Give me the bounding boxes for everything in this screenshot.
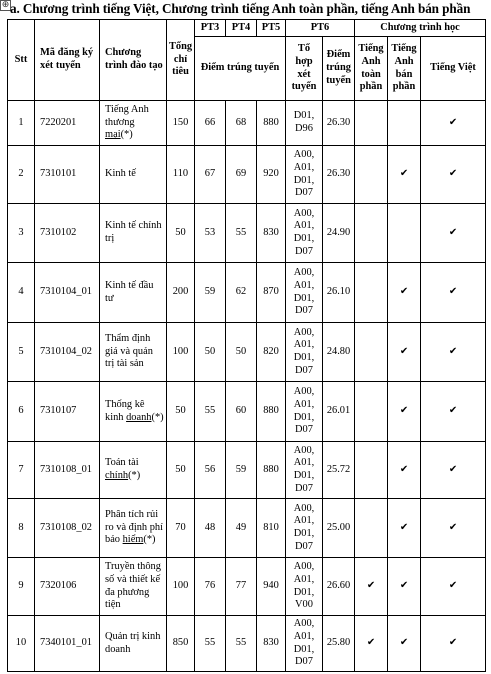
cell-pt5: 830 [257,204,286,263]
cell-tieng-anh-toan-phan [355,499,388,558]
cell-pt4: 60 [226,382,257,442]
cell-chi-tieu: 150 [167,101,195,146]
table-row [8,323,486,382]
cell-ten [100,323,167,382]
cell-ten [100,101,167,146]
program-name: Truyền thông số và thiết kế đa phương tiện [105,561,161,611]
cell-chi-tieu: 110 [167,146,195,204]
cell-diem: 26.30 [323,146,355,204]
cell-tieng-anh-toan-phan [355,146,388,204]
cell-tieng-anh-toan-phan [355,263,388,323]
cell-pt5: 810 [257,499,286,558]
cell-tieng-viet [421,146,486,204]
cell-ma: 7220201 [35,101,100,146]
cell-to-hop: A00, A01, D01, D07 [286,382,323,442]
cell-pt3: 67 [195,146,226,204]
header-tieng-anh-toan-phan: Tiếng Anh toàn phần [355,37,388,101]
cell-pt4: 68 [226,101,257,146]
check-mark-icon: ✔ [399,286,409,298]
program-name: Kinh tế [105,168,136,180]
program-name-note: (*) [128,470,141,481]
cell-diem: 24.80 [323,323,355,382]
table-move-handle-icon[interactable]: ⊕ [1,0,10,10]
cell-ma: 7310102 [35,204,100,263]
cell-to-hop: A00, A01, D01, D07 [286,616,323,672]
cell-stt: 10 [8,616,35,672]
cell-tieng-anh-toan-phan [355,101,388,146]
cell-pt5: 820 [257,323,286,382]
cell-stt: 8 [8,499,35,558]
header-chuong-trinh-hoc: Chương trình học [355,20,486,37]
cell-stt: 7 [8,442,35,499]
cell-pt3: 55 [195,382,226,442]
check-mark-icon: ✔ [399,580,409,592]
check-mark-icon: ✔ [399,521,409,533]
cell-ten [100,558,167,616]
cell-pt3: 59 [195,263,226,323]
table-row [8,616,486,672]
header-diem-pt6: Điểm trúng tuyển [323,37,355,101]
cell-chi-tieu: 50 [167,382,195,442]
cell-pt4: 62 [226,263,257,323]
program-name-underlined: chính [105,470,129,481]
program-name-note: (*) [143,534,156,546]
check-mark-icon: ✔ [448,345,458,357]
program-name-underlined: doanh [126,411,152,423]
cell-pt5: 880 [257,442,286,499]
check-mark-icon: ✔ [448,637,458,649]
header-pt4: PT4 [226,20,257,37]
cell-stt: 6 [8,382,35,442]
check-mark-icon: ✔ [399,463,409,475]
header-tieng-viet: Tiếng Việt [421,37,486,101]
cell-tieng-anh-ban-phan [388,499,421,558]
cell-tieng-viet [421,616,486,672]
cell-pt4: 55 [226,616,257,672]
cell-pt4: 59 [226,442,257,499]
header-ma-dang-ky: Mã đăng ký xét tuyển [35,20,100,101]
check-mark-icon: ✔ [399,345,409,357]
cell-tieng-anh-ban-phan [388,616,421,672]
cell-pt3: 53 [195,204,226,263]
cell-tieng-anh-ban-phan [388,204,421,263]
check-mark-icon: ✔ [399,637,409,649]
header-pt5: PT5 [257,20,286,37]
program-name: Thẩm định giá và quản trị tài sản [105,332,153,370]
cell-to-hop: A00, A01, D01, D07 [286,263,323,323]
cell-tieng-viet [421,323,486,382]
cell-stt: 2 [8,146,35,204]
cell-pt5: 880 [257,101,286,146]
cell-tieng-anh-ban-phan [388,382,421,442]
cell-ma: 7310107 [35,382,100,442]
cell-tieng-anh-toan-phan [355,323,388,382]
program-name: Kinh tế đầu tư [105,279,154,304]
cell-pt5: 920 [257,146,286,204]
cell-pt5: 870 [257,263,286,323]
cell-chi-tieu: 850 [167,616,195,672]
cell-ten [100,616,167,672]
header-chuong-trinh-dao-tao: Chương trình đào tạo [100,20,167,101]
program-name: Tiếng Anh thương [105,103,149,128]
check-mark-icon: ✔ [448,116,458,128]
program-name: Toán tài [105,457,139,469]
cell-pt3: 66 [195,101,226,146]
cell-chi-tieu: 200 [167,263,195,323]
cell-to-hop: A00, A01, D01, D07 [286,442,323,499]
cell-diem: 26.10 [323,263,355,323]
header-tieng-anh-ban-phan: Tiếng Anh bán phần [388,37,421,101]
program-name: Kinh tế chính trị [105,220,162,244]
header-diem-trung-tuyen: Điểm trúng tuyển [195,37,286,101]
header-to-hop: Tổ hợp xét tuyển [286,37,323,101]
cell-chi-tieu: 100 [167,558,195,616]
check-mark-icon: ✔ [399,405,409,417]
admission-table [7,19,486,672]
cell-tieng-viet [421,263,486,323]
program-name: Quản trị kinh doanh [105,630,161,655]
cell-tieng-anh-ban-phan [388,442,421,499]
cell-diem: 26.60 [323,558,355,616]
program-name: Phân tích rủi ro và định phí bảo [105,508,164,546]
cell-to-hop: A00, A01, D01, D07 [286,323,323,382]
cell-pt3: 55 [195,616,226,672]
header-tong-chi-tieu: Tổng chỉ tiêu [167,20,195,101]
cell-ten [100,382,167,442]
check-mark-icon: ✔ [448,463,458,475]
table-row [8,382,486,442]
cell-diem: 26.30 [323,101,355,146]
cell-diem: 25.80 [323,616,355,672]
check-mark-icon: ✔ [366,580,376,592]
check-mark-icon: ✔ [366,637,376,649]
cell-tieng-viet [421,499,486,558]
table-row [8,499,486,558]
cell-tieng-viet [421,382,486,442]
table-row [8,442,486,499]
cell-tieng-anh-toan-phan [355,558,388,616]
cell-diem: 25.00 [323,499,355,558]
cell-tieng-viet [421,558,486,616]
check-mark-icon: ✔ [448,286,458,298]
cell-ten [100,442,167,499]
cell-tieng-anh-ban-phan [388,323,421,382]
cell-to-hop: A00, A01, D01, D07 [286,499,323,558]
cell-tieng-anh-ban-phan [388,146,421,204]
table-row [8,204,486,263]
table-row [8,146,486,204]
program-name-note: (*) [120,129,133,141]
cell-ma: 7310101 [35,146,100,204]
cell-to-hop: A00, A01, D01, D07 [286,146,323,204]
program-name: Thống kê kinh [105,398,145,423]
header-pt6: PT6 [286,20,355,37]
cell-ten [100,499,167,558]
cell-ten [100,146,167,204]
cell-chi-tieu: 50 [167,442,195,499]
cell-stt: 1 [8,101,35,146]
cell-tieng-anh-ban-phan [388,101,421,146]
check-mark-icon: ✔ [448,521,458,533]
cell-stt: 9 [8,558,35,616]
cell-tieng-anh-toan-phan [355,204,388,263]
cell-tieng-anh-toan-phan [355,382,388,442]
cell-chi-tieu: 100 [167,323,195,382]
cell-pt5: 830 [257,616,286,672]
cell-pt4: 49 [226,499,257,558]
cell-chi-tieu: 70 [167,499,195,558]
cell-diem: 26.01 [323,382,355,442]
cell-diem: 25.72 [323,442,355,499]
cell-pt5: 940 [257,558,286,616]
cell-ma: 7310104_02 [35,323,100,382]
cell-ma: 7310108_02 [35,499,100,558]
cell-pt3: 50 [195,323,226,382]
table-row [8,263,486,323]
program-name-underlined: hiểm [122,534,144,546]
cell-chi-tieu: 50 [167,204,195,263]
section-title: a. Chương trình tiếng Việt, Chương trình tiếng Anh toàn phần, tiếng Anh bán phần [10,1,471,16]
cell-to-hop: A00, A01, D01, V00 [286,558,323,616]
cell-ma: 7320106 [35,558,100,616]
cell-pt4: 55 [226,204,257,263]
check-mark-icon: ✔ [448,580,458,592]
check-mark-icon: ✔ [448,226,458,238]
cell-diem: 24.90 [323,204,355,263]
cell-pt3: 76 [195,558,226,616]
check-mark-icon: ✔ [399,168,409,180]
header-pt3: PT3 [195,20,226,37]
check-mark-icon: ✔ [448,405,458,417]
cell-pt4: 69 [226,146,257,204]
table-row [8,558,486,616]
cell-tieng-viet [421,442,486,499]
table-row [8,101,486,146]
cell-to-hop: D01, D96 [286,101,323,146]
cell-tieng-anh-toan-phan [355,616,388,672]
cell-tieng-anh-ban-phan [388,263,421,323]
program-name-underlined: mại [105,129,121,141]
cell-stt: 3 [8,204,35,263]
cell-ma: 7310104_01 [35,263,100,323]
cell-ma: 7310108_01 [35,442,100,499]
cell-stt: 4 [8,263,35,323]
header-stt: Stt [8,20,35,101]
cell-pt4: 77 [226,558,257,616]
cell-to-hop: A00, A01, D01, D07 [286,204,323,263]
cell-pt4: 50 [226,323,257,382]
cell-tieng-anh-ban-phan [388,558,421,616]
cell-pt3: 56 [195,442,226,499]
cell-stt: 5 [8,323,35,382]
cell-ten [100,263,167,323]
cell-tieng-viet [421,204,486,263]
check-mark-icon: ✔ [448,168,458,180]
cell-pt3: 48 [195,499,226,558]
cell-tieng-viet [421,101,486,146]
cell-tieng-anh-toan-phan [355,442,388,499]
cell-pt5: 880 [257,382,286,442]
cell-ma: 7340101_01 [35,616,100,672]
cell-ten [100,204,167,263]
program-name-note: (*) [151,411,164,423]
